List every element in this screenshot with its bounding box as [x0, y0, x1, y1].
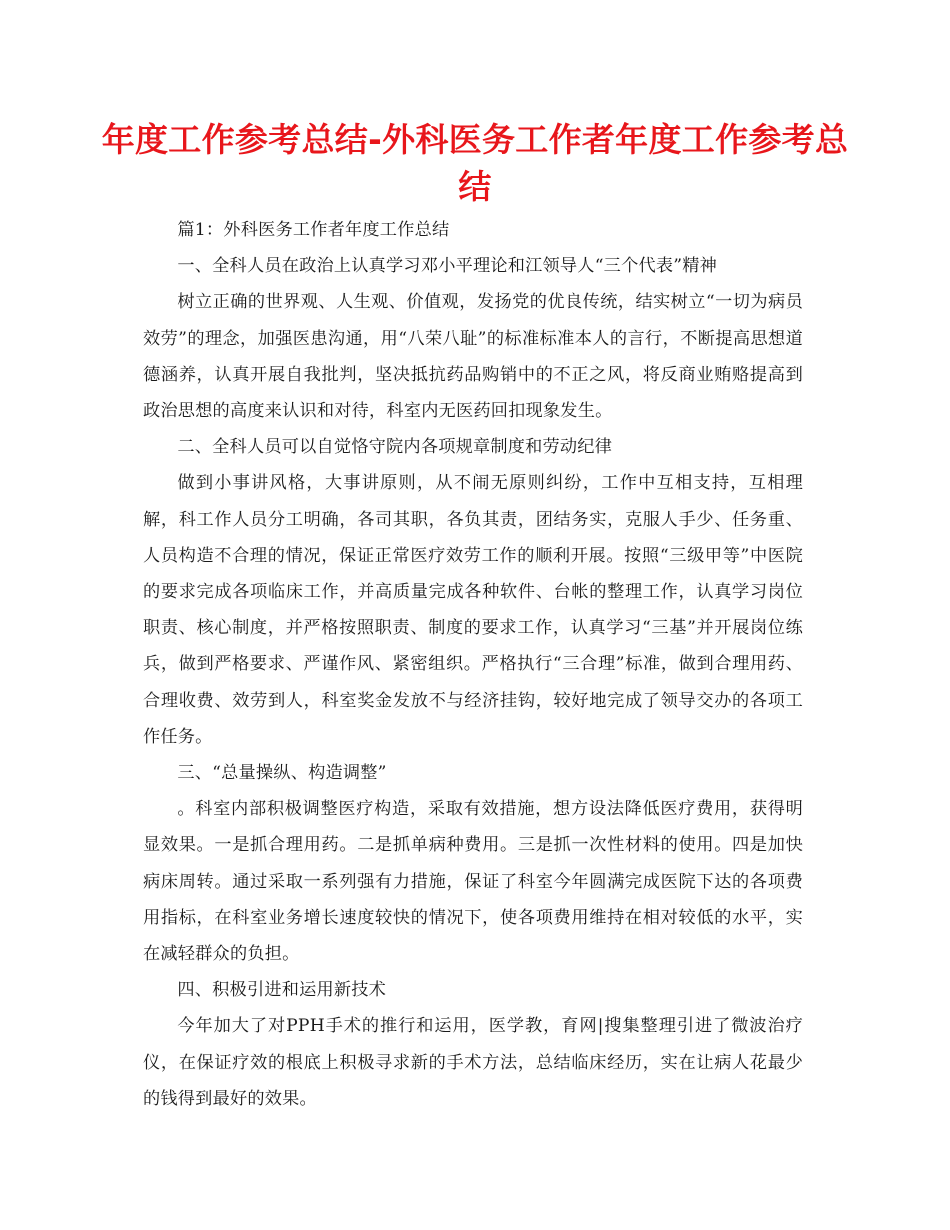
document-title: 年度工作参考总结-外科医务工作者年度工作参考总结 [101, 120, 849, 206]
paragraph-section-3-body: 。科室内部积极调整医疗构造，采取有效措施，想方设法降低医疗费用，获得明显效果。一是抓合理用药。二是抓单病种费用。三是抓一次性材料的使用。四是加快病床周转。通过采取一系列强有力措施，保证了科室今年圆满完成医院下达的各项费用指标，在科室业务增长速度较快的情况下，使各项费用维持在相对较低的水平，实在减轻群众的负担。 [143, 799, 803, 965]
document-body [143, 212, 803, 1117]
paragraph-section-1-body: 树立正确的世界观、人生观、价值观，发扬党的优良传统，结实树立“一切为病员效劳”的理念，加强医患沟通，用“八荣八耻”的标准标准本人的言行，不断提高思想道德涵养，认真开展自我批判，坚决抵抗药品购销中的不正之风，将反商业贿赂提高到政治思想的高度来认识和对待，科室内无医药回扣现象发生。 [143, 292, 803, 422]
paragraph-section-3-heading: 三、“总量操纵、构造调整” [177, 763, 387, 784]
paragraph-section-1-heading: 一、全科人员在政治上认真学习邓小平理论和江领导人“三个代表”精神 [177, 256, 717, 277]
paragraph-section-2-body: 做到小事讲风格，大事讲原则，从不闹无原则纠纷，工作中互相支持，互相理解，科工作人员分工明确，各司其职，各负其责，团结务实，克服人手少、任务重、人员构造不合理的情况，保证正常医疗效劳工作的顺利开展。按照“三级甲等”中医院的要求完成各项临床工作，并高质量完成各种软件、台帐的整理工作，认真学习岗位职责、核心制度，并严格按照职责、制度的要求工作，认真学习“三基”并开展岗位练兵，做到严格要求、严谨作风、紧密组织。严格执行“三合理”标准，做到合理用药、合理收费、效劳到人，科室奖金发放不与经济挂钩，较好地完成了领导交办的各项工作任务。 [143, 473, 803, 747]
paragraph-section-4-heading: 四、积极引进和运用新技术 [177, 980, 387, 1001]
paragraph-article-heading: 篇1：外科医务工作者年度工作总结 [177, 220, 450, 240]
paragraph-section-4-body: 今年加大了对PPH手术的推行和运用，医学教，育网|搜集整理引进了微波治疗仪，在保证疗效的根底上积极寻求新的手术方法，总结临床经历，实在让病人花最少的钱得到最好的效果。 [143, 1016, 803, 1109]
paragraph-section-2-heading: 二、全科人员可以自觉恪守院内各项规章制度和劳动纪律 [177, 437, 613, 458]
